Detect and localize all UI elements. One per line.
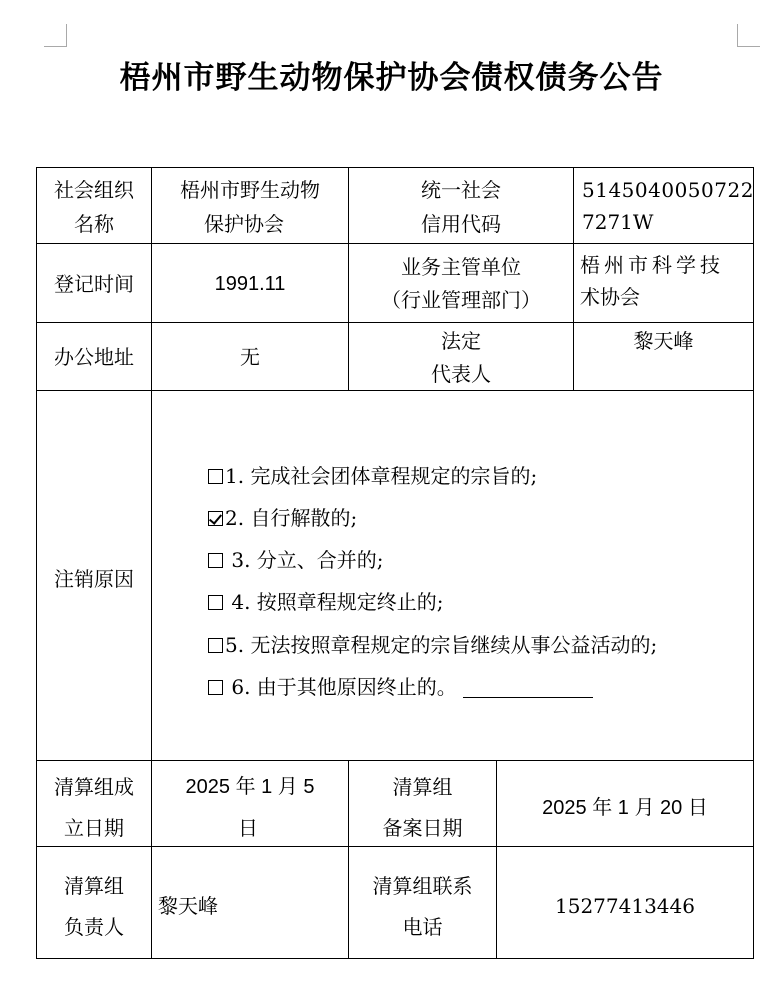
checkbox-5[interactable] [208,638,223,653]
supervisor-label-line2: （行业管理部门） [381,288,541,312]
liq-head-value: 黎天峰 [158,894,218,918]
legal-rep-label-line1: 法定 [441,329,481,353]
supervisor-value-line1: 梧州市科学技 [580,253,724,277]
org-name-label-cell [36,167,152,244]
legal-rep-label-cell [348,322,574,391]
checkbox-2-checked[interactable] [208,511,223,526]
cancel-reason-options-cell [151,390,754,761]
credit-code-label-line2: 信用代码 [421,212,501,236]
credit-code-value-line1: 5145040050722 [582,178,754,202]
address-label-cell [36,322,152,391]
liq-phone-label-line2: 电话 [402,915,443,939]
liq-date-label-line2: 立日期 [64,816,124,840]
org-name-value-line1: 梧州市野生动物 [180,178,320,202]
liq-filing-value-cell [496,760,754,847]
liq-filing-label-line1: 清算组 [392,775,453,799]
other-reason-blank-line[interactable] [463,677,593,698]
reg-time-label-cell [36,243,152,323]
liq-phone-value-cell [496,846,754,959]
org-name-label-line2: 名称 [74,212,114,236]
reg-time-value: 1991.11 [214,273,286,295]
liq-date-value-line1: 2025 年 1 月 5 [185,776,315,798]
page-corner-mark-right [737,24,760,47]
credit-code-label-cell [348,167,574,244]
page-corner-mark-left [44,24,67,47]
credit-code-value-line2: 7271W [582,210,654,234]
liq-head-value-cell [151,846,349,959]
cancel-reason-text-5: 5. 无法按照章程规定的宗旨继续从事公益活动的; [225,633,658,657]
checkbox-4[interactable] [208,595,223,610]
credit-code-value-cell [573,167,754,244]
address-value-cell [151,322,349,391]
liq-head-label-line2: 负责人 [64,915,124,939]
cancel-reason-text-4: 4. 按照章程规定终止的; [225,590,444,614]
supervisor-label-line1: 业务主管单位 [401,255,521,279]
org-name-value-line2: 保护协会 [204,212,284,236]
cancel-reason-label: 注销原因 [54,567,134,591]
supervisor-label-cell [348,243,574,323]
checkbox-3[interactable] [208,553,223,568]
address-label: 办公地址 [54,345,134,369]
legal-rep-label-line2: 代表人 [431,362,491,386]
reg-time-label: 登记时间 [54,272,134,296]
liq-filing-label-line2: 备案日期 [382,816,463,840]
liq-phone-value: 15277413446 [555,894,695,918]
liq-phone-label-cell [348,846,497,959]
supervisor-value-line2: 术协会 [580,285,640,309]
checkbox-6[interactable] [208,680,223,695]
document-title: 梧州市野生动物保护协会债权债务公告 [119,60,664,96]
liq-phone-label-line1: 清算组联系 [372,874,473,898]
credit-code-label-line1: 统一社会 [421,178,501,202]
liq-filing-value: 2025 年 1 月 20 日 [542,797,708,819]
cancel-reason-text-3: 3. 分立、合并的; [225,548,384,572]
org-name-value-cell [151,167,349,244]
liq-head-label-cell [36,846,152,959]
liq-date-label-line1: 清算组成 [54,775,134,799]
cancel-reason-option-3 [208,546,384,574]
supervisor-value-cell [573,243,754,323]
legal-rep-value: 黎天峰 [633,329,694,353]
liq-date-value-cell [151,760,349,847]
liq-head-label-line1: 清算组 [64,874,124,898]
cancel-reason-label-cell [36,390,152,761]
address-value: 无 [240,345,260,369]
cancel-reason-option-1 [208,462,537,490]
org-name-label-line1: 社会组织 [54,178,134,202]
cancel-reason-text-6: 6. 由于其他原因终止的。 [225,675,457,699]
legal-rep-value-cell [573,322,754,391]
liq-filing-label-cell [348,760,497,847]
cancel-reason-text-1: 1. 完成社会团体章程规定的宗旨的; [225,464,538,488]
liq-date-label-cell [36,760,152,847]
reg-time-value-cell [151,243,349,323]
cancel-reason-option-6 [208,673,593,701]
cancel-reason-option-2 [208,504,357,532]
cancel-reason-option-4 [208,588,444,616]
liq-date-value-line2: 日 [238,816,258,840]
cancel-reason-text-2: 2. 自行解散的; [225,506,358,530]
cancel-reason-option-5 [208,631,657,659]
checkbox-1[interactable] [208,469,223,484]
